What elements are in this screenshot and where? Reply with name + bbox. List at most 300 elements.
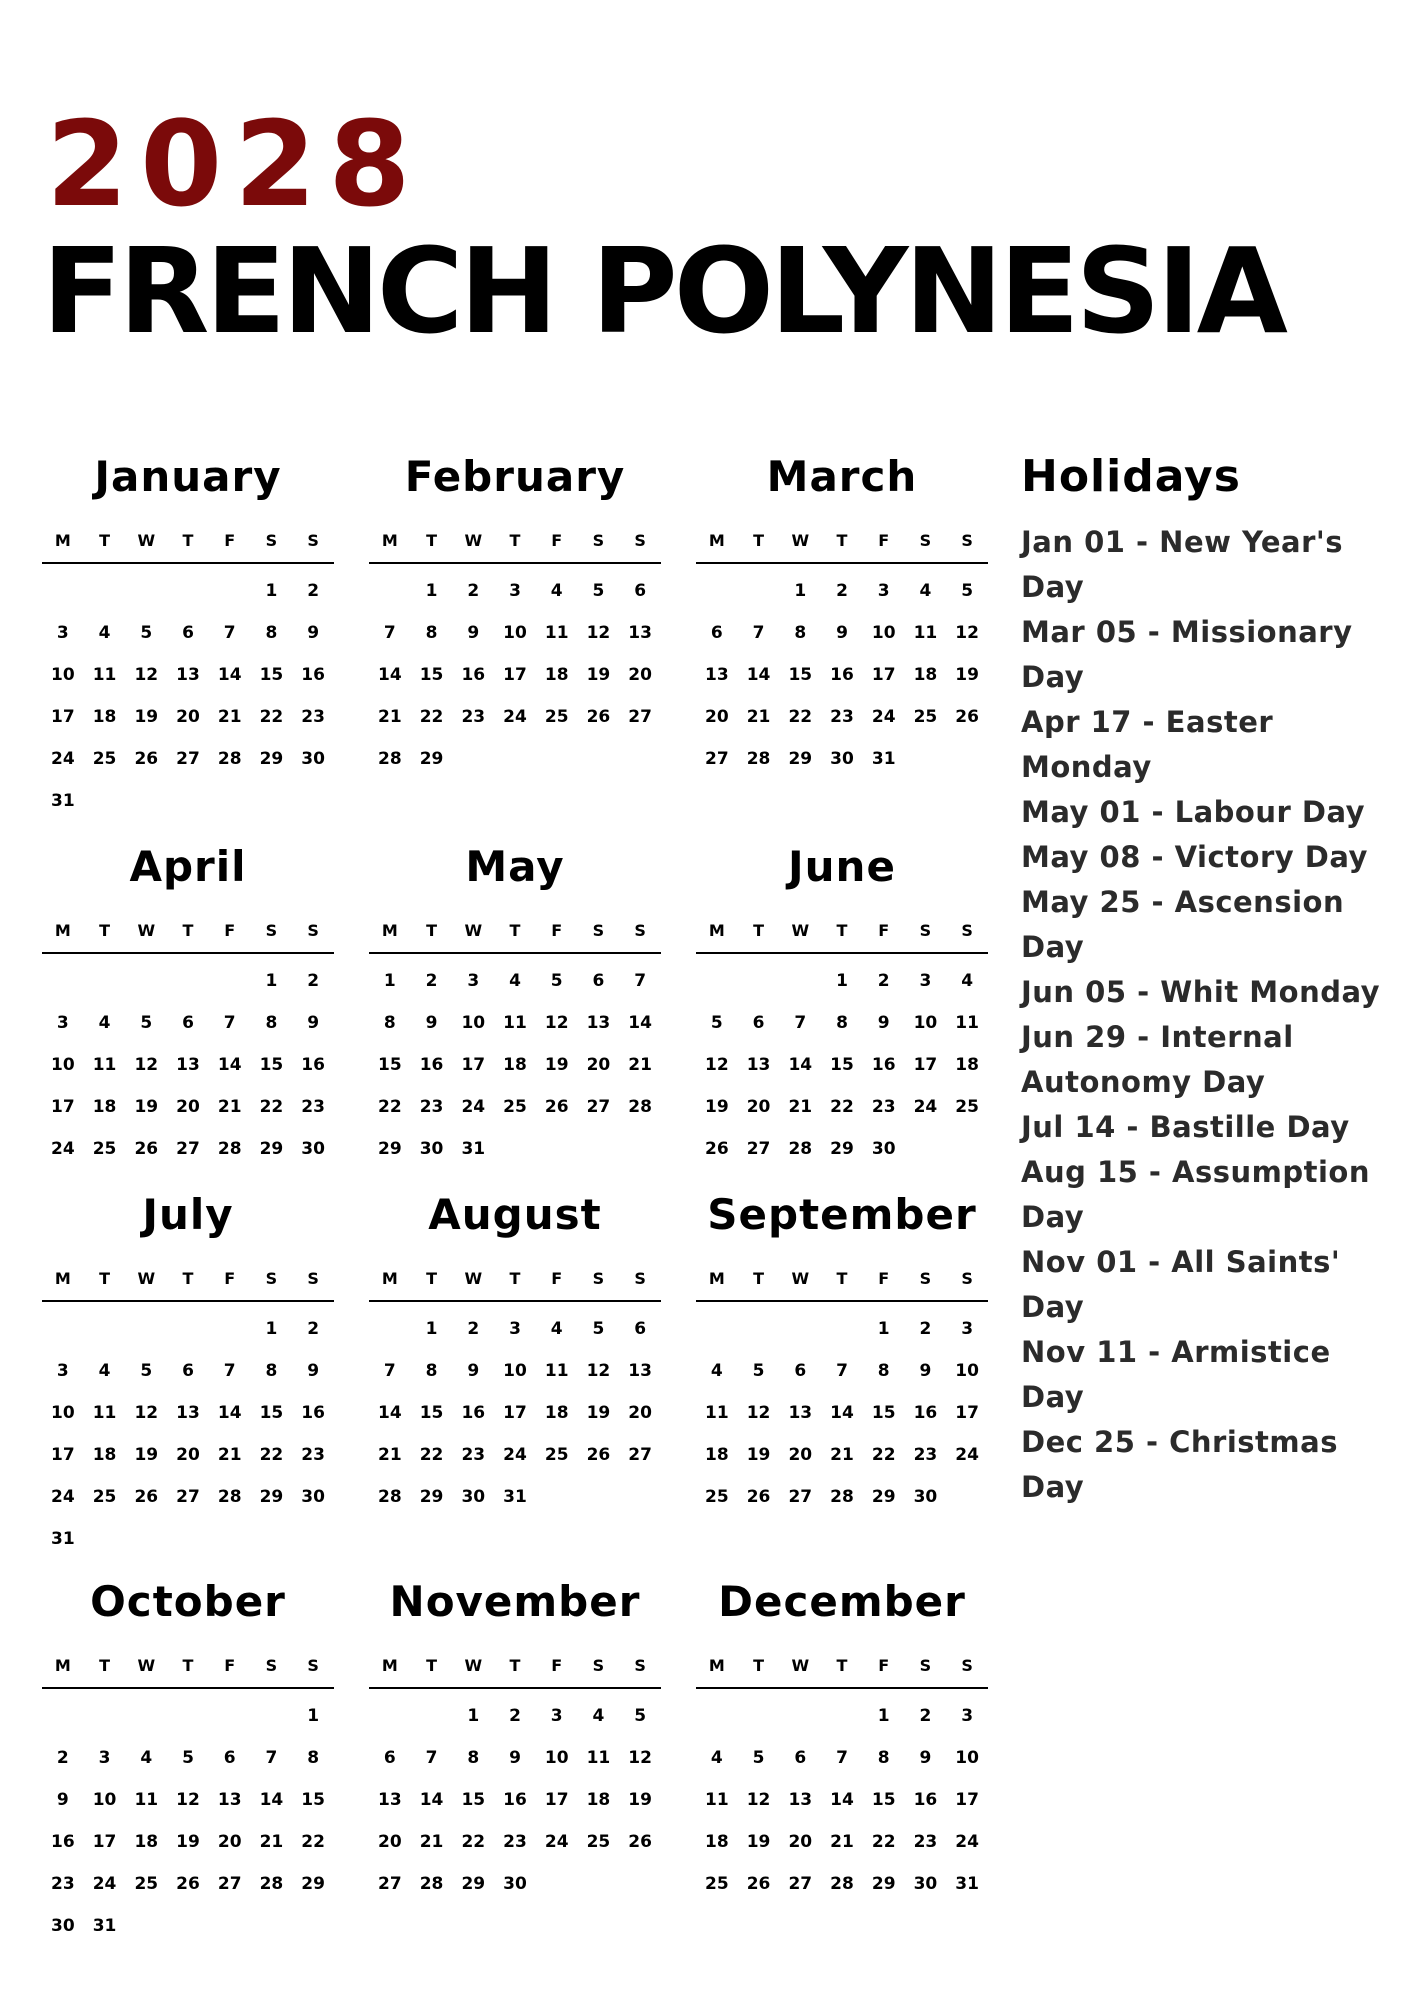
day-number: 11 — [544, 1361, 569, 1381]
day-number: 4 — [98, 1013, 111, 1033]
day-number: 19 — [134, 1097, 159, 1117]
day-number: 21 — [788, 1097, 813, 1117]
day-number: 13 — [788, 1403, 813, 1423]
day-number: 9 — [467, 1361, 480, 1381]
weekday-label: W — [137, 530, 156, 550]
day-number: 17 — [955, 1790, 979, 1810]
day-number: 28 — [746, 749, 771, 769]
day-number: 15 — [301, 1790, 325, 1810]
day-number: 19 — [955, 665, 979, 685]
weekday-header — [42, 1256, 334, 1302]
day-number: 11 — [92, 665, 117, 685]
holidays-panel — [1021, 448, 1401, 1510]
day-grid — [42, 1308, 334, 1560]
day-number: 27 — [746, 1139, 771, 1159]
day-number: 4 — [98, 1361, 111, 1381]
day-number: 21 — [378, 1445, 402, 1465]
day-number: 20 — [176, 1097, 200, 1117]
day-number: 20 — [705, 707, 729, 727]
day-number: 11 — [134, 1790, 159, 1810]
weekday-label: S — [919, 1268, 932, 1288]
day-number: 28 — [628, 1097, 652, 1117]
weekday-label: T — [509, 1268, 521, 1288]
day-number: 12 — [544, 1013, 569, 1033]
day-number: 25 — [92, 749, 117, 769]
day-number: 6 — [710, 623, 723, 643]
day-number: 13 — [217, 1790, 242, 1810]
weekday-label: S — [265, 1268, 278, 1288]
day-number: 18 — [913, 665, 938, 685]
day-number: 25 — [503, 1097, 527, 1117]
day-number: 24 — [913, 1097, 938, 1117]
day-number: 27 — [788, 1874, 813, 1894]
day-number: 11 — [705, 1790, 729, 1810]
day-number: 4 — [550, 581, 563, 601]
day-number: 12 — [134, 665, 159, 685]
weekday-label: T — [182, 530, 194, 550]
weekday-header — [42, 518, 334, 564]
day-number: 23 — [871, 1097, 896, 1117]
weekday-label: T — [182, 1268, 194, 1288]
day-number: 16 — [461, 1403, 486, 1423]
day-number: 2 — [919, 1706, 932, 1726]
day-number: 12 — [628, 1748, 652, 1768]
day-number: 23 — [419, 1097, 444, 1117]
day-number: 6 — [223, 1748, 236, 1768]
day-number: 22 — [871, 1832, 896, 1852]
day-number: 12 — [705, 1055, 729, 1075]
day-number: 30 — [913, 1487, 938, 1507]
day-number: 1 — [307, 1706, 320, 1726]
day-number: 3 — [98, 1748, 111, 1768]
day-number: 8 — [877, 1361, 890, 1381]
day-number: 3 — [509, 581, 521, 601]
day-number: 27 — [628, 1445, 652, 1465]
day-number: 13 — [628, 623, 652, 643]
day-number: 25 — [92, 1487, 117, 1507]
weekday-label: T — [99, 920, 111, 940]
day-number: 27 — [176, 1139, 200, 1159]
day-number: 17 — [503, 1403, 527, 1423]
day-number: 3 — [56, 1361, 69, 1381]
weekday-label: T — [426, 530, 438, 550]
day-number: 10 — [871, 623, 896, 643]
day-number: 16 — [301, 1403, 325, 1423]
day-number: 5 — [592, 581, 605, 601]
weekday-label: M — [708, 530, 725, 550]
day-number: 14 — [378, 1403, 402, 1423]
weekday-label: M — [708, 920, 725, 940]
day-number: 7 — [752, 623, 765, 643]
day-number: 21 — [217, 1445, 242, 1465]
day-number: 14 — [378, 665, 402, 685]
month-name: September — [707, 1190, 977, 1239]
day-number: 27 — [217, 1874, 242, 1894]
day-number: 3 — [550, 1706, 563, 1726]
weekday-label: W — [464, 530, 483, 550]
month-october — [42, 1573, 334, 1947]
day-number: 21 — [419, 1832, 444, 1852]
day-number: 16 — [301, 1055, 325, 1075]
day-number: 15 — [419, 665, 444, 685]
day-number: 19 — [134, 1445, 159, 1465]
weekday-header — [369, 1256, 661, 1302]
weekday-label: F — [878, 1655, 890, 1675]
day-number: 12 — [746, 1790, 771, 1810]
day-number: 7 — [223, 623, 236, 643]
day-number: 7 — [836, 1361, 848, 1381]
day-number: 2 — [509, 1706, 521, 1726]
day-grid — [42, 1695, 334, 1947]
day-number: 6 — [182, 623, 194, 643]
day-number: 3 — [56, 623, 69, 643]
day-number: 25 — [92, 1139, 117, 1159]
day-number: 6 — [182, 1361, 194, 1381]
day-number: 1 — [794, 581, 807, 601]
month-june — [696, 838, 988, 1170]
day-number: 17 — [92, 1832, 117, 1852]
day-number: 17 — [955, 1403, 979, 1423]
weekday-label: T — [753, 1268, 765, 1288]
day-number: 16 — [503, 1790, 527, 1810]
holiday-list — [1021, 520, 1401, 1510]
day-number: 22 — [871, 1445, 896, 1465]
weekday-label: S — [307, 1655, 319, 1675]
day-number: 16 — [419, 1055, 444, 1075]
day-number: 24 — [51, 1487, 75, 1507]
weekday-label: S — [307, 530, 319, 550]
day-number: 10 — [92, 1790, 117, 1810]
weekday-label: T — [509, 1655, 521, 1675]
day-number: 11 — [92, 1055, 117, 1075]
day-number: 21 — [217, 1097, 242, 1117]
day-number: 7 — [634, 971, 647, 991]
day-number: 18 — [92, 1097, 117, 1117]
weekday-label: T — [426, 920, 438, 940]
weekday-label: M — [54, 1268, 71, 1288]
day-number: 14 — [788, 1055, 813, 1075]
day-number: 17 — [544, 1790, 569, 1810]
day-number: 12 — [134, 1055, 159, 1075]
day-number: 14 — [217, 1055, 242, 1075]
day-number: 22 — [788, 707, 813, 727]
day-number: 8 — [425, 1361, 438, 1381]
day-number: 24 — [461, 1097, 486, 1117]
day-number: 26 — [628, 1832, 652, 1852]
day-number: 2 — [425, 971, 438, 991]
weekday-label: S — [592, 920, 605, 940]
day-number: 13 — [788, 1790, 813, 1810]
day-number: 14 — [830, 1790, 854, 1810]
day-number: 25 — [913, 707, 938, 727]
day-number: 18 — [92, 707, 117, 727]
day-number: 24 — [92, 1874, 117, 1894]
day-number: 26 — [746, 1487, 771, 1507]
weekday-label: F — [224, 1268, 236, 1288]
day-number: 18 — [586, 1790, 611, 1810]
day-number: 23 — [461, 707, 486, 727]
day-number: 7 — [794, 1013, 807, 1033]
holiday-item: Jun 05 - Whit Monday — [1021, 975, 1381, 1009]
day-number: 25 — [544, 1445, 569, 1465]
day-number: 23 — [301, 1097, 325, 1117]
day-number: 31 — [461, 1139, 486, 1159]
day-number: 11 — [955, 1013, 979, 1033]
day-number: 27 — [378, 1874, 402, 1894]
day-number: 15 — [259, 665, 284, 685]
weekday-label: S — [265, 1655, 278, 1675]
day-number: 1 — [265, 581, 278, 601]
weekday-label: F — [878, 1268, 890, 1288]
day-number: 29 — [419, 749, 444, 769]
day-number: 22 — [301, 1832, 325, 1852]
day-number: 14 — [830, 1403, 854, 1423]
day-number: 25 — [544, 707, 569, 727]
weekday-label: S — [634, 1655, 646, 1675]
day-number: 19 — [134, 707, 159, 727]
day-number: 5 — [182, 1748, 194, 1768]
day-number: 8 — [265, 1013, 278, 1033]
day-number: 27 — [176, 1487, 200, 1507]
day-number: 20 — [788, 1445, 813, 1465]
day-number: 6 — [752, 1013, 765, 1033]
day-number: 28 — [419, 1874, 444, 1894]
weekday-label: W — [791, 530, 810, 550]
day-number: 26 — [544, 1097, 569, 1117]
day-number: 29 — [301, 1874, 325, 1894]
day-number: 3 — [919, 971, 932, 991]
day-number: 2 — [877, 971, 890, 991]
day-number: 4 — [509, 971, 521, 991]
day-number: 13 — [628, 1361, 652, 1381]
day-number: 23 — [913, 1832, 938, 1852]
day-number: 21 — [746, 707, 771, 727]
holiday-item: Mar 05 - Missionary Day — [1021, 615, 1353, 694]
day-grid — [369, 570, 661, 780]
day-number: 15 — [259, 1055, 284, 1075]
weekday-label: W — [137, 1655, 156, 1675]
day-number: 30 — [301, 749, 325, 769]
day-number: 22 — [419, 707, 444, 727]
holiday-item: May 08 - Victory Day — [1021, 840, 1368, 874]
day-number: 23 — [830, 707, 854, 727]
day-number: 13 — [176, 665, 200, 685]
day-number: 20 — [378, 1832, 402, 1852]
weekday-label: S — [961, 1655, 973, 1675]
day-number: 15 — [378, 1055, 402, 1075]
day-number: 3 — [961, 1706, 974, 1726]
weekday-label: M — [381, 1655, 398, 1675]
day-number: 27 — [788, 1487, 813, 1507]
day-number: 1 — [265, 971, 278, 991]
day-number: 13 — [586, 1013, 611, 1033]
day-number: 7 — [383, 623, 396, 643]
day-number: 7 — [836, 1748, 848, 1768]
weekday-label: T — [753, 920, 765, 940]
month-name: December — [718, 1577, 966, 1626]
day-number: 22 — [830, 1097, 854, 1117]
weekday-header — [369, 908, 661, 954]
day-number: 31 — [955, 1874, 979, 1894]
day-number: 15 — [830, 1055, 854, 1075]
day-number: 23 — [301, 1445, 325, 1465]
weekday-header — [696, 1643, 988, 1689]
day-grid — [369, 1695, 661, 1905]
day-number: 22 — [378, 1097, 402, 1117]
day-number: 29 — [788, 749, 813, 769]
weekday-header — [369, 1643, 661, 1689]
holiday-item: May 25 - Ascension Day — [1021, 885, 1345, 964]
day-number: 22 — [259, 1097, 284, 1117]
day-number: 2 — [307, 1319, 320, 1339]
day-number: 8 — [265, 1361, 278, 1381]
day-grid — [696, 960, 988, 1170]
day-number: 1 — [877, 1319, 890, 1339]
day-number: 10 — [955, 1748, 979, 1768]
day-number: 29 — [419, 1487, 444, 1507]
day-number: 11 — [503, 1013, 527, 1033]
day-number: 6 — [182, 1013, 194, 1033]
day-number: 15 — [461, 1790, 486, 1810]
month-name: August — [428, 1190, 602, 1239]
day-number: 10 — [913, 1013, 938, 1033]
day-number: 17 — [51, 1097, 75, 1117]
day-number: 15 — [871, 1790, 896, 1810]
day-number: 31 — [51, 791, 75, 811]
day-number: 2 — [467, 1319, 480, 1339]
day-number: 22 — [259, 1445, 284, 1465]
day-number: 31 — [92, 1916, 117, 1936]
day-number: 30 — [461, 1487, 486, 1507]
day-grid — [696, 570, 988, 780]
day-number: 18 — [92, 1445, 117, 1465]
weekday-label: W — [464, 920, 483, 940]
day-number: 7 — [425, 1748, 438, 1768]
day-number: 6 — [634, 581, 647, 601]
day-number: 10 — [51, 1403, 75, 1423]
day-number: 21 — [378, 707, 402, 727]
weekday-label: M — [708, 1655, 725, 1675]
weekday-label: S — [919, 1655, 932, 1675]
day-number: 1 — [425, 1319, 438, 1339]
day-number: 15 — [788, 665, 813, 685]
month-name: April — [129, 842, 247, 891]
month-may — [369, 838, 661, 1170]
day-number: 21 — [259, 1832, 284, 1852]
day-number: 16 — [461, 665, 486, 685]
day-number: 11 — [544, 623, 569, 643]
day-number: 30 — [913, 1874, 938, 1894]
day-number: 20 — [586, 1055, 611, 1075]
weekday-label: F — [551, 920, 563, 940]
day-number: 1 — [836, 971, 848, 991]
weekday-label: T — [182, 1655, 194, 1675]
day-number: 7 — [265, 1748, 278, 1768]
day-number: 4 — [592, 1706, 605, 1726]
day-number: 30 — [830, 749, 854, 769]
weekday-label: T — [99, 1655, 111, 1675]
weekday-label: T — [99, 530, 111, 550]
weekday-label: T — [836, 1268, 848, 1288]
weekday-label: W — [137, 920, 156, 940]
day-number: 15 — [871, 1403, 896, 1423]
day-number: 14 — [217, 1403, 242, 1423]
weekday-label: S — [919, 920, 932, 940]
day-number: 29 — [378, 1139, 402, 1159]
day-number: 10 — [51, 1055, 75, 1075]
day-number: 8 — [467, 1748, 480, 1768]
weekday-label: W — [791, 1268, 810, 1288]
weekday-label: W — [464, 1655, 483, 1675]
weekday-label: F — [224, 1655, 236, 1675]
holiday-item: Jul 14 - Bastille Day — [1021, 1110, 1350, 1144]
weekday-label: S — [307, 1268, 319, 1288]
weekday-label: F — [878, 920, 890, 940]
day-number: 20 — [746, 1097, 771, 1117]
day-grid — [369, 960, 661, 1170]
day-number: 18 — [544, 665, 569, 685]
day-number: 9 — [425, 1013, 438, 1033]
day-number: 24 — [51, 1139, 75, 1159]
day-number: 28 — [217, 1139, 242, 1159]
day-number: 2 — [307, 971, 320, 991]
weekday-label: T — [509, 920, 521, 940]
weekday-label: S — [961, 1268, 973, 1288]
day-number: 2 — [919, 1319, 932, 1339]
day-number: 5 — [550, 971, 563, 991]
day-number: 28 — [830, 1487, 854, 1507]
day-number: 6 — [794, 1361, 807, 1381]
day-number: 4 — [710, 1361, 723, 1381]
day-number: 30 — [301, 1487, 325, 1507]
day-number: 7 — [383, 1361, 396, 1381]
day-number: 10 — [955, 1361, 979, 1381]
weekday-label: S — [961, 530, 973, 550]
weekday-label: M — [54, 920, 71, 940]
day-number: 8 — [836, 1013, 848, 1033]
holidays-heading: Holidays — [1021, 451, 1241, 502]
weekday-label: S — [634, 1268, 646, 1288]
day-number: 25 — [955, 1097, 979, 1117]
month-name: May — [465, 842, 565, 891]
day-number: 12 — [586, 1361, 611, 1381]
day-number: 12 — [176, 1790, 200, 1810]
day-number: 1 — [265, 1319, 278, 1339]
day-number: 4 — [98, 623, 111, 643]
weekday-label: S — [592, 530, 605, 550]
day-number: 27 — [705, 749, 729, 769]
day-number: 15 — [419, 1403, 444, 1423]
day-number: 29 — [830, 1139, 854, 1159]
weekday-label: M — [381, 1268, 398, 1288]
day-number: 9 — [467, 623, 480, 643]
day-number: 8 — [425, 623, 438, 643]
day-number: 19 — [705, 1097, 729, 1117]
day-number: 5 — [752, 1361, 765, 1381]
day-grid — [696, 1695, 988, 1905]
weekday-label: T — [426, 1268, 438, 1288]
day-number: 28 — [378, 749, 402, 769]
day-number: 13 — [746, 1055, 771, 1075]
weekday-label: T — [836, 1655, 848, 1675]
weekday-header — [42, 1643, 334, 1689]
month-name: November — [389, 1577, 641, 1626]
weekday-label: T — [509, 530, 521, 550]
day-number: 14 — [259, 1790, 284, 1810]
day-number: 7 — [223, 1361, 236, 1381]
day-number: 5 — [140, 623, 153, 643]
day-number: 27 — [176, 749, 200, 769]
